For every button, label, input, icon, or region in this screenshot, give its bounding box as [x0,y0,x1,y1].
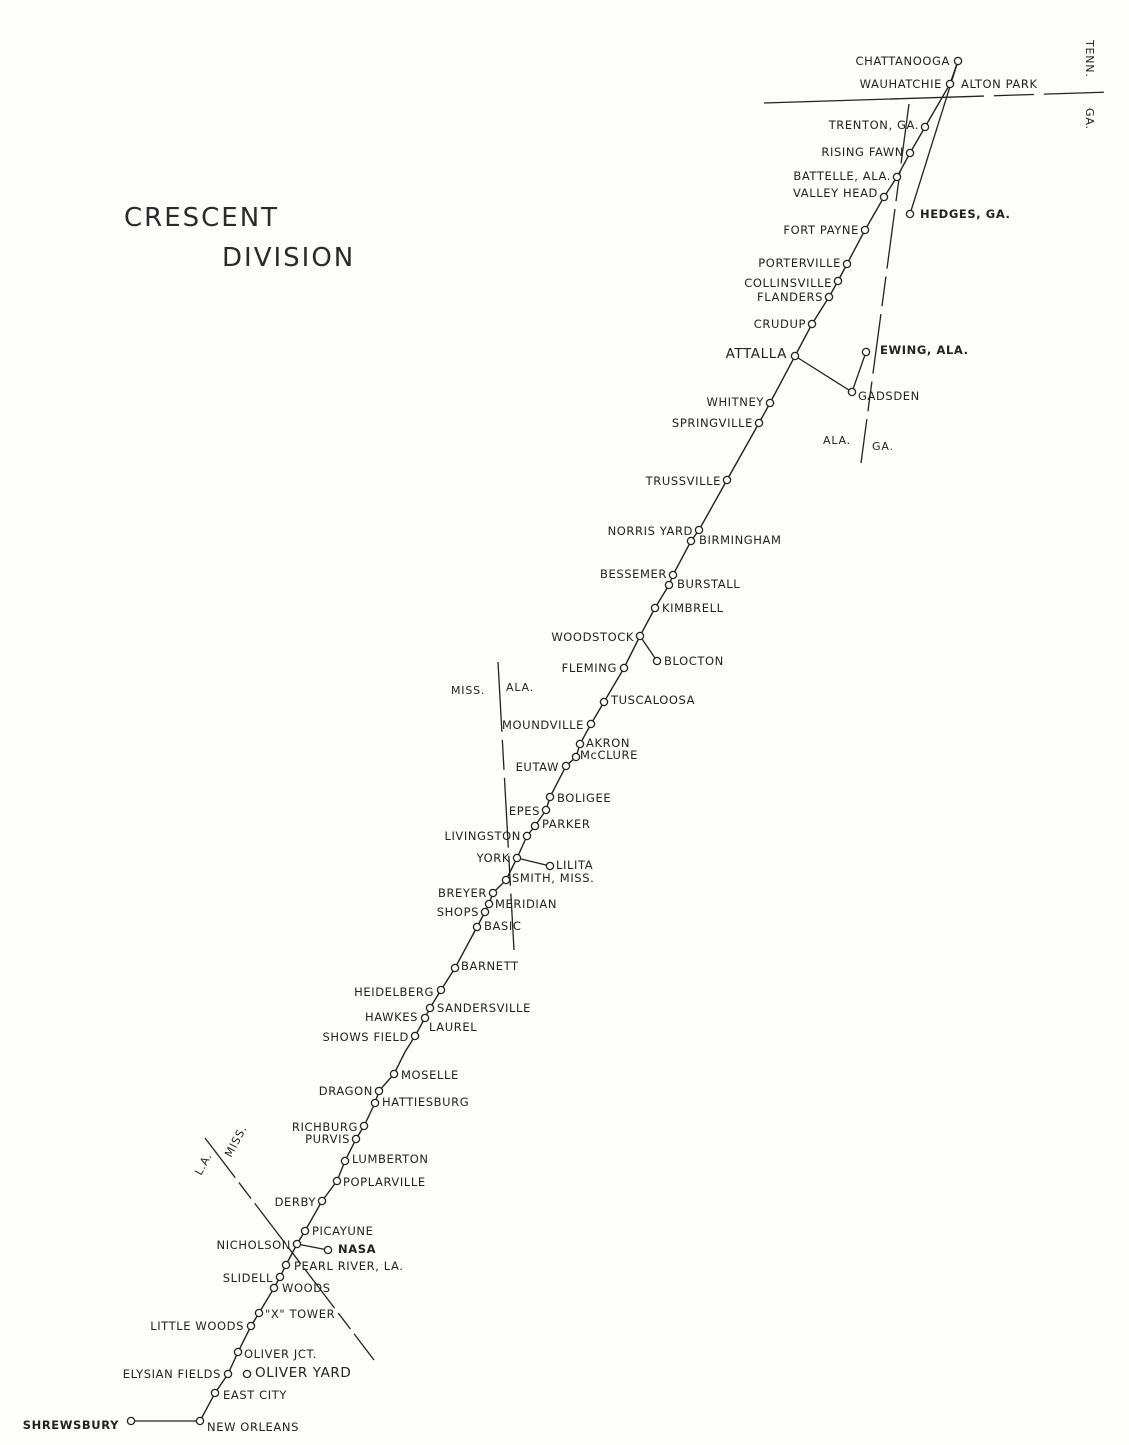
station-marker [473,923,480,930]
station-marker [954,57,961,64]
station-marker [234,1348,241,1355]
station-marker [360,1122,367,1129]
station-label: SLIDELL [222,1271,273,1285]
station-marker [687,537,694,544]
station-label: SHOWS FIELD [322,1030,409,1044]
station-label: WAUHATCHIE [859,77,942,91]
station-marker [546,793,553,800]
station-label: WOODSTOCK [551,630,634,644]
station-marker [352,1135,359,1142]
state-label: GA. [872,440,894,453]
station-marker [572,753,579,760]
station-label: AKRON [586,736,631,750]
station-label: PURVIS [305,1132,350,1146]
station-marker [318,1197,325,1204]
station-marker [862,348,869,355]
station-marker [293,1240,300,1247]
station-marker [243,1370,250,1377]
station-labels [23,54,1038,1434]
station-marker [893,173,900,180]
station-marker [861,226,868,233]
station-label: BESSEMER [600,567,667,581]
station-label: OLIVER YARD [255,1365,352,1381]
station-marker [324,1246,331,1253]
station-marker [247,1322,254,1329]
station-label: BIRMINGHAM [699,533,782,547]
station-marker [390,1070,397,1077]
station-label: TRENTON, GA. [828,118,919,132]
gadsden-branch [795,352,866,392]
station-label: BOLIGEE [557,791,612,805]
state-label: L.A. [192,1150,215,1178]
station-marker [906,210,913,217]
station-marker [481,908,488,915]
station-marker [451,964,458,971]
station-label: EPES [508,804,540,818]
station-marker [426,1004,433,1011]
station-label: SHREWSBURY [22,1418,119,1432]
station-label: BATTELLE, ALA. [793,169,891,183]
station-marker [600,698,607,705]
station-label: DRAGON [318,1084,373,1098]
station-marker [255,1309,262,1316]
station-marker [371,1099,378,1106]
station-marker [301,1227,308,1234]
station-label: LIVINGSTON [444,829,521,843]
station-label: "X" TOWER [265,1307,336,1321]
station-marker [587,720,594,727]
station-marker [766,399,773,406]
station-marker [880,193,887,200]
station-marker [653,657,660,664]
station-marker [636,632,643,639]
station-label: TUSCALOOSA [611,693,696,707]
station-label: FLANDERS [757,290,823,304]
station-marker [843,260,850,267]
station-marker [542,806,549,813]
station-label: PEARL RIVER, LA. [294,1259,404,1273]
station-label: FLEMING [561,661,617,675]
station-label: LUMBERTON [352,1152,429,1166]
station-marker [848,388,855,395]
station-label: HEIDELBERG [354,985,434,999]
blocton-branch [640,636,657,661]
nasa-branch [297,1244,328,1250]
lilita-branch [517,858,550,866]
station-marker [791,352,798,359]
station-label: RICHBURG [291,1120,358,1134]
station-marker [211,1389,218,1396]
station-marker [341,1157,348,1164]
station-marker [411,1032,418,1039]
station-marker [651,604,658,611]
station-label: FORT PAYNE [783,223,859,237]
station-marker [669,571,676,578]
state-label: GA. [1083,108,1096,130]
station-marker [620,664,627,671]
state-label: ALA. [506,681,534,694]
station-label: HAWKES [365,1010,418,1024]
station-marker [375,1087,382,1094]
station-marker [531,822,538,829]
state-label: TENN. [1083,40,1096,78]
station-marker [224,1370,231,1377]
station-label: DERBY [274,1195,316,1209]
station-label: NASA [338,1242,377,1256]
station-label: NEW ORLEANS [207,1420,299,1434]
state-label: MISS. [222,1123,250,1160]
station-label: BREYER [437,886,487,900]
map-title-line-1: CRESCENT [124,203,280,233]
station-marker [755,419,762,426]
station-label: WHITNEY [706,395,764,409]
station-label: WOODS [282,1281,331,1295]
station-marker [489,889,496,896]
station-label: NORRIS YARD [607,524,693,538]
map-title-line-2: DIVISION [222,243,356,273]
station-label: SANDERSVILLE [437,1001,531,1015]
station-label: HEDGES, GA. [920,207,1011,221]
station-marker [906,149,913,156]
station-marker [513,854,520,861]
station-marker [485,900,492,907]
station-marker [270,1284,277,1291]
station-label: BARNETT [461,959,519,973]
station-label: ALTON PARK [961,77,1038,91]
station-label: PICAYUNE [312,1224,374,1238]
station-marker [282,1261,289,1268]
station-label: POPLARVILLE [343,1175,426,1189]
station-label: McCLURE [580,748,638,762]
station-marker [723,476,730,483]
station-label: GADSDEN [858,389,920,403]
station-label: KIMBRELL [662,601,724,615]
station-label: COLLINSVILLE [744,276,832,290]
station-label: MOUNDVILLE [502,718,584,732]
station-marker [576,740,583,747]
station-label: TRUSSVILLE [645,474,721,488]
station-label: PARKER [542,817,591,831]
station-label: SHOPS [436,905,479,919]
station-label: LITTLE WOODS [150,1319,244,1333]
station-marker [834,277,841,284]
station-marker [808,320,815,327]
station-label: NICHOLSON [216,1238,291,1252]
station-label: RISING FAWN [821,145,904,159]
station-label: OLIVER JCT. [244,1347,317,1361]
station-marker [276,1273,283,1280]
station-label: HATTIESBURG [382,1095,470,1109]
station-marker [562,762,569,769]
state-line-ga-tenn [764,92,1112,103]
station-marker [437,986,444,993]
station-marker [546,862,553,869]
station-label: SMITH, MISS. [512,871,595,885]
station-label: ELYSIAN FIELDS [122,1367,221,1381]
station-marker [502,876,509,883]
station-label: LAUREL [429,1020,478,1034]
station-marker [333,1177,340,1184]
station-label: SPRINGVILLE [671,416,753,430]
station-marker [825,293,832,300]
station-marker [127,1417,134,1424]
station-label: EWING, ALA. [880,343,969,357]
station-label: EUTAW [515,760,559,774]
state-label: MISS. [451,684,486,697]
station-label: LILITA [556,858,594,872]
station-marker [523,832,530,839]
station-label: MOSELLE [401,1068,459,1082]
station-label: YORK [476,851,510,865]
station-label: BLOCTON [664,654,724,668]
station-label: BASIC [484,919,522,933]
station-label: BURSTALL [677,577,741,591]
station-marker [665,581,672,588]
station-label: MERIDIAN [495,897,558,911]
station-label: EAST CITY [223,1388,287,1402]
state-label: ALA. [823,434,851,447]
station-label: VALLEY HEAD [793,186,878,200]
station-marker [421,1014,428,1021]
station-label: CHATTANOOGA [855,54,950,68]
station-label: ATTALLA [725,346,787,362]
station-label: PORTERVILLE [758,256,841,270]
station-label: CRUDUP [753,317,806,331]
station-marker [921,123,928,130]
station-marker [196,1417,203,1424]
station-marker [946,80,953,87]
